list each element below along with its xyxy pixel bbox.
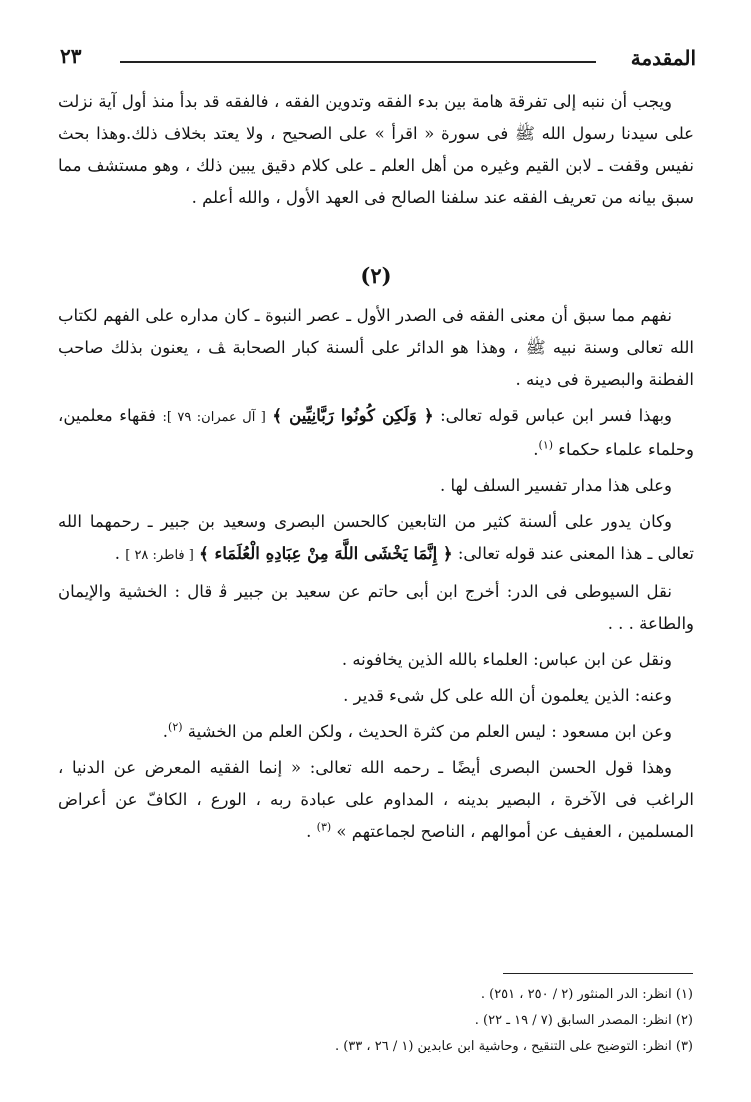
paragraph-8: وعنه: الذين يعلمون أن الله على كل شىء قدير . xyxy=(343,686,672,705)
footnote-marker-2: (٢) xyxy=(168,720,183,734)
quran-verse-2: ﴿ إِنَّمَا يَخْشَى اللَّهَ مِنْ عِبَادِهِ الْعُلَمَاء ﴾ xyxy=(199,544,453,563)
paragraph-5-end: . xyxy=(114,544,120,563)
footnote-marker-1: (١) xyxy=(538,438,554,452)
paragraph-1: ويجب أن ننبه إلى تفرقة هامة بين بدء الفقه وتدوين الفقه ، فالفقه قد بدأ منذ أول آية نزلت على سيدنا رسول الله ﷺ فى سورة « اقرأ » على الصحيح ، ولا يعتد بخلاف ذلك.وهذا بحث نفيس وقفت ـ لابن القيم وغيره من أهل العلم ـ على كلام دقيق يبين ذلك ، وهو مستشف مما سبق بيانه من تعريف الفقه عند سلفنا الصالح فى العهد الأول ، والله أعلم . xyxy=(58,92,694,207)
verse-reference-2: [ فاطر: ٢٨ ] xyxy=(125,548,194,563)
paragraph-9-end: . xyxy=(162,722,169,741)
footnotes xyxy=(57,982,693,1060)
paragraph-7: ونقل عن ابن عباس: العلماء بالله الذين يخافونه . xyxy=(341,650,672,669)
paragraph-5-text: وكان يدور على ألسنة كثير من التابعين كالحسن البصرى وسعيد بن جبير ـ رحمهما الله تعالى ـ هذا المعنى عند قوله تعالى: xyxy=(58,512,694,563)
header-rule xyxy=(120,61,596,63)
page-header xyxy=(60,40,696,80)
footnote-1: (١) انظر: الدر المنثور (٢ / ٢٥٠ ، ٢٥١) . xyxy=(480,987,693,1002)
section-number: (٢) xyxy=(360,263,392,288)
footnote-2: (٢) انظر: المصدر السابق (٧ / ١٩ ـ ٢٢) . xyxy=(474,1013,693,1028)
paragraph-3-text: وبهذا فسر ابن عباس قوله تعالى: xyxy=(440,406,672,425)
body-text xyxy=(58,86,694,852)
paragraph-6: نقل السيوطى فى الدر: أخرج ابن أبى حاتم عن سعيد بن جبير ﭬ قال : الخشية والإيمان والطاعة . . . xyxy=(58,582,694,633)
paragraph-10-text: وهذا قول الحسن البصرى أيضًا ـ رحمه الله تعالى: « إنما الفقيه المعرض عن الدنيا ، الراغب فى الآخرة ، البصير بدينه ، المداوم على عبادة ربه ، الورع ، الكافّ عن أعراض المسلمين ، العفيف عن أموالهم ، الناصح لجماعتهم » xyxy=(58,758,694,841)
footnote-3: (٣) انظر: التوضيح على التنقيح ، وحاشية ابن عابدين (١ / ٢٦ ، ٣٣) . xyxy=(334,1039,693,1054)
verse-reference-1: [ آل عمران: ٧٩ ]: xyxy=(162,410,266,425)
paragraph-10-end: . xyxy=(306,822,312,841)
running-title: المقدمة xyxy=(630,46,696,70)
footnote-rule xyxy=(503,973,693,974)
paragraph-2: نفهم مما سبق أن معنى الفقه فى الصدر الأول ـ عصر النبوة ـ كان مداره على الفهم لكتاب الله تعالى وسنة نبيه ﷺ ، وهذا هو الدائر على ألسنة كبار الصحابة ﭫ ، يعنون بذلك صاحب الفطنة والبصيرة فى دينه . xyxy=(58,306,694,389)
paragraph-10 xyxy=(58,752,694,848)
paragraph-3-continuation: فقهاء معلمين، وحلماء علماء حكماء xyxy=(58,406,694,459)
paragraph-3 xyxy=(58,400,694,466)
page-number: ٢٣ xyxy=(60,44,82,68)
paragraph-4: وعلى هذا مدار تفسير السلف لها . xyxy=(439,476,672,495)
quran-verse-1: ﴿ وَلَكِن كُونُوا رَبَّانِيِّين ﴾ xyxy=(272,406,434,425)
paragraph-9 xyxy=(58,716,694,748)
paragraph-9-text: وعن ابن مسعود : ليس العلم من كثرة الحديث ، ولكن العلم من الخشية xyxy=(187,722,672,741)
paragraph-3-end: . xyxy=(533,440,539,459)
footnote-marker-3: (٣) xyxy=(316,820,332,834)
paragraph-5 xyxy=(58,506,694,572)
